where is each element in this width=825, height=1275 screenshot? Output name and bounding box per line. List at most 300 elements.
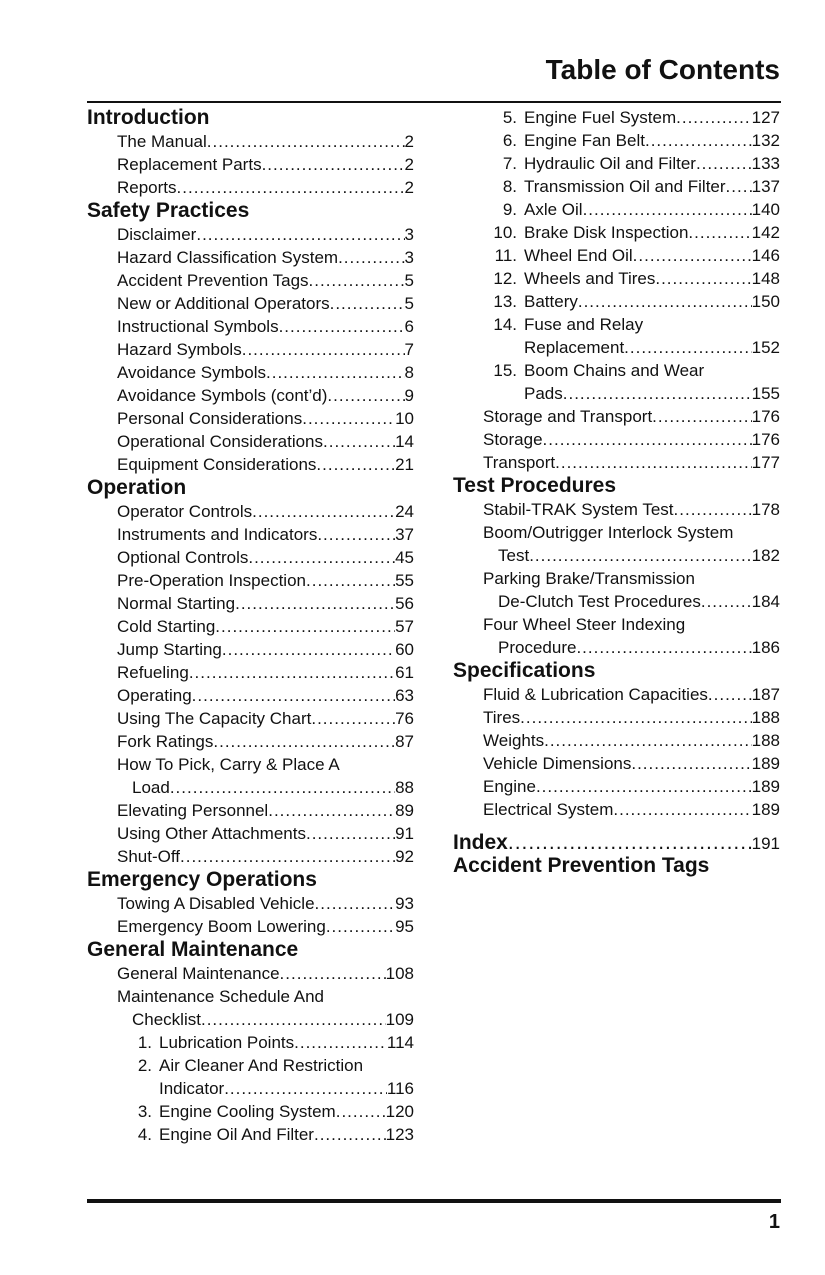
- toc-entry-page: 178: [751, 500, 780, 519]
- dot-leader: [252, 500, 395, 523]
- toc-entry-line: [453, 175, 780, 198]
- toc-entry-number: 12.: [493, 269, 517, 288]
- toc-entry-label: Reports: [117, 178, 177, 197]
- toc-entry-label: Four Wheel Steer Indexing: [483, 615, 686, 634]
- toc-entry-label: Storage and Transport: [483, 407, 653, 426]
- dot-leader: [555, 451, 752, 474]
- toc-entry-line: [453, 405, 780, 428]
- toc-entry-page: 63: [395, 686, 414, 705]
- toc-entry-label: Engine Fuel System: [524, 108, 677, 127]
- toc-entry[interactable]: [87, 661, 414, 684]
- dot-leader: [726, 175, 752, 198]
- toc-entry[interactable]: [87, 500, 414, 523]
- toc-entry-number: 10.: [493, 223, 517, 242]
- toc-entry-page: 10: [395, 409, 414, 428]
- dot-leader: [315, 892, 396, 915]
- toc-entry-number: 14.: [493, 315, 517, 334]
- toc-entry-label: Avoidance Symbols: [117, 363, 266, 382]
- toc-entry-page: 133: [751, 154, 780, 173]
- toc-entry-page: 87: [395, 732, 414, 751]
- section-heading: Accident Prevention Tags: [453, 854, 710, 877]
- toc-entry-number: 8.: [502, 177, 517, 196]
- toc-entry-label: Personal Considerations: [117, 409, 303, 428]
- toc-entry-label: New or Additional Operators: [117, 294, 330, 313]
- dot-leader: [311, 707, 395, 730]
- toc-entry-label: Air Cleaner And Restriction: [159, 1056, 364, 1075]
- dot-leader: [508, 831, 752, 854]
- toc-entry-page: 123: [385, 1125, 414, 1144]
- toc-entry-page: 92: [395, 847, 414, 866]
- toc-entry[interactable]: [453, 798, 780, 821]
- toc-entry-line: [87, 1008, 414, 1031]
- toc-entry-label: General Maintenance: [117, 964, 280, 983]
- toc-entry-page: 142: [751, 223, 780, 242]
- toc-entry-label: Replacement Parts: [117, 155, 262, 174]
- toc-entry-page: 89: [395, 801, 414, 820]
- toc-entry-line: [87, 546, 414, 569]
- toc-entry-line: [87, 130, 414, 153]
- toc-entry[interactable]: [87, 546, 414, 569]
- dot-leader: [201, 1008, 386, 1031]
- toc-entry-label: Hydraulic Oil and Filter: [524, 154, 696, 173]
- toc-entry[interactable]: [453, 221, 780, 244]
- toc-entry-label: Replacement: [524, 338, 625, 357]
- toc-entry-page: 188: [751, 731, 780, 750]
- toc-entry-page: 186: [751, 638, 780, 657]
- dot-leader: [196, 223, 404, 246]
- toc-entry[interactable]: [453, 613, 780, 659]
- toc-entry-number: 15.: [493, 361, 517, 380]
- toc-entry-label: Weights: [483, 731, 545, 750]
- toc-entry[interactable]: [87, 1031, 414, 1054]
- toc-entry-page: 140: [751, 200, 780, 219]
- toc-entry-line: [87, 822, 414, 845]
- toc-entry-line: [87, 1031, 414, 1054]
- toc-entry-label: Engine: [483, 777, 536, 796]
- dot-leader: [536, 775, 752, 798]
- toc-entry-line: [87, 845, 414, 868]
- toc-entry-line: [87, 684, 414, 707]
- toc-entry-label: Pre-Operation Inspection: [117, 571, 306, 590]
- toc-column-right: [453, 106, 780, 878]
- toc-entry-label: The Manual: [117, 132, 207, 151]
- toc-entry-label: Wheel End Oil: [524, 246, 633, 265]
- toc-entry-page: 176: [751, 430, 780, 449]
- toc-entry-page: 148: [751, 269, 780, 288]
- toc-entry[interactable]: [87, 707, 414, 730]
- toc-entry[interactable]: [453, 752, 780, 775]
- toc-entry[interactable]: [87, 153, 414, 176]
- toc-entry-label: Optional Controls: [117, 548, 249, 567]
- dot-leader: [192, 684, 395, 707]
- toc-entry-page: 150: [751, 292, 780, 311]
- toc-entry[interactable]: [87, 315, 414, 338]
- toc-entry[interactable]: [453, 267, 780, 290]
- toc-entry-page: 137: [751, 177, 780, 196]
- section-heading: Operation: [87, 476, 187, 499]
- toc-entry-line: [87, 1077, 414, 1100]
- toc-entry-page: 132: [751, 131, 780, 150]
- dot-leader: [180, 845, 395, 868]
- toc-entry-line: [453, 729, 780, 752]
- toc-entry-page: 176: [751, 407, 780, 426]
- toc-entry-label: Maintenance Schedule And: [117, 987, 324, 1006]
- toc-entry[interactable]: [87, 176, 414, 199]
- toc-entry[interactable]: [453, 175, 780, 198]
- toc-entry-page: 60: [395, 640, 414, 659]
- toc-entry-page: 56: [395, 594, 414, 613]
- toc-entry[interactable]: [87, 130, 414, 153]
- page-number: 1: [768, 1211, 780, 1233]
- toc-entry[interactable]: [453, 451, 780, 474]
- toc-entry-line: [453, 567, 780, 590]
- toc-entry[interactable]: [453, 290, 780, 313]
- toc-entry-page: 2: [404, 132, 414, 151]
- dot-leader: [576, 636, 751, 659]
- toc-entry[interactable]: [87, 638, 414, 661]
- toc-entry[interactable]: [87, 615, 414, 638]
- dot-leader: [222, 638, 395, 661]
- toc-entry-page: 76: [395, 709, 414, 728]
- toc-entry-label: Pads: [524, 384, 563, 403]
- dot-leader: [578, 290, 752, 313]
- toc-entry-line: [87, 892, 414, 915]
- toc-entry-line: [87, 776, 414, 799]
- toc-entry-line: [453, 636, 780, 659]
- toc-entry-page: 24: [395, 502, 414, 521]
- toc-entry-line: [453, 313, 780, 336]
- toc-entry-line: [453, 359, 780, 382]
- dot-leader: [543, 428, 752, 451]
- toc-entry-line: [87, 153, 414, 176]
- toc-entry-label: Tires: [483, 708, 521, 727]
- dot-leader: [177, 176, 405, 199]
- dot-leader: [294, 1031, 387, 1054]
- toc-entry-label: How To Pick, Carry & Place A: [117, 755, 340, 774]
- spacer: [453, 821, 780, 831]
- toc-entry[interactable]: [87, 292, 414, 315]
- toc-entry-line: [87, 269, 414, 292]
- toc-entry-line: [453, 521, 780, 544]
- toc-entry-label: Emergency Boom Lowering: [117, 917, 326, 936]
- dot-leader: [631, 752, 751, 775]
- dot-leader: [529, 544, 751, 567]
- toc-entry[interactable]: [87, 592, 414, 615]
- toc-entry[interactable]: [453, 775, 780, 798]
- dot-leader: [262, 153, 405, 176]
- toc-entry[interactable]: [87, 361, 414, 384]
- toc-entry-line: [87, 985, 414, 1008]
- section-heading: Safety Practices: [87, 199, 250, 222]
- toc-entry[interactable]: [453, 129, 780, 152]
- toc-entry-line: [453, 498, 780, 521]
- toc-entry-page: 189: [751, 800, 780, 819]
- dot-leader: [314, 1123, 386, 1146]
- toc-entry-label: Electrical System: [483, 800, 614, 819]
- toc-entry[interactable]: [87, 753, 414, 799]
- toc-entry-page: 93: [395, 894, 414, 913]
- toc-entry-page: 108: [385, 964, 414, 983]
- toc-entry-line: [87, 730, 414, 753]
- toc-entry-line: [87, 315, 414, 338]
- toc-entry-line: [87, 615, 414, 638]
- toc-entry[interactable]: [87, 1123, 414, 1146]
- toc-entry-line: [453, 451, 780, 474]
- toc-entry-label: Transmission Oil and Filter: [524, 177, 726, 196]
- page-title: Table of Contents: [545, 54, 780, 85]
- toc-entry[interactable]: [87, 962, 414, 985]
- toc-entry-label: Stabil-TRAK System Test: [483, 500, 674, 519]
- dot-leader: [701, 590, 752, 613]
- toc-entry-label: Instructional Symbols: [117, 317, 279, 336]
- dot-leader: [248, 546, 395, 569]
- toc-entry[interactable]: [453, 152, 780, 175]
- toc-entry-line: [87, 1123, 414, 1146]
- section-heading: Specifications: [453, 659, 596, 682]
- dot-leader: [189, 661, 395, 684]
- toc-entry-line: [87, 915, 414, 938]
- toc-entry[interactable]: [87, 822, 414, 845]
- toc-entry-page: 3: [404, 225, 414, 244]
- toc-entry-page: 3: [404, 248, 414, 267]
- toc-entry-page: 88: [395, 778, 414, 797]
- toc-entry-page: 189: [751, 777, 780, 796]
- toc-entry-page: 2: [404, 155, 414, 174]
- dot-leader: [674, 498, 752, 521]
- toc-entry-line: [87, 1054, 414, 1077]
- toc-entry-label: Avoidance Symbols (cont’d): [117, 386, 328, 405]
- dot-leader: [213, 730, 395, 753]
- toc-entry[interactable]: [453, 106, 780, 129]
- dot-leader: [338, 246, 404, 269]
- toc-entry-line: [87, 638, 414, 661]
- toc-entry[interactable]: [453, 683, 780, 706]
- toc-column-left: [87, 106, 414, 1146]
- toc-entry-line: [453, 244, 780, 267]
- toc-entry[interactable]: [87, 269, 414, 292]
- toc-entry-label: De-Clutch Test Procedures: [498, 592, 701, 611]
- toc-entry-page: 21: [395, 455, 414, 474]
- toc-entry[interactable]: [453, 521, 780, 567]
- toc-entry-page: 5: [404, 271, 414, 290]
- toc-entry[interactable]: [87, 523, 414, 546]
- dot-leader: [306, 569, 395, 592]
- toc-entry-line: [453, 336, 780, 359]
- toc-entry-number: 3.: [137, 1102, 152, 1121]
- toc-entry-label: Instruments and Indicators: [117, 525, 318, 544]
- toc-entry-line: [453, 752, 780, 775]
- dot-leader: [563, 382, 752, 405]
- toc-entry[interactable]: [87, 845, 414, 868]
- toc-entry[interactable]: [453, 313, 780, 359]
- toc-entry-page: 57: [395, 617, 414, 636]
- toc-entry-line: [87, 569, 414, 592]
- toc-entry[interactable]: [87, 407, 414, 430]
- toc-entry-label: Brake Disk Inspection: [524, 223, 689, 242]
- toc-entry-line: [453, 290, 780, 313]
- toc-entry[interactable]: [453, 405, 780, 428]
- dot-leader: [215, 615, 395, 638]
- toc-entry-number: 11.: [494, 246, 517, 265]
- toc-entry-label: Wheels and Tires: [524, 269, 656, 288]
- toc-entry-line: [87, 338, 414, 361]
- header-rule: [87, 101, 781, 103]
- toc-entry[interactable]: [453, 831, 780, 854]
- toc-entry[interactable]: [87, 1100, 414, 1123]
- toc-entry-page: 127: [751, 108, 780, 127]
- toc-entry[interactable]: [87, 684, 414, 707]
- toc-entry-label: Normal Starting: [117, 594, 236, 613]
- section-heading: Test Procedures: [453, 474, 617, 497]
- toc-entry-line: [87, 707, 414, 730]
- toc-entry-line: [87, 453, 414, 476]
- toc-entry-label: Vehicle Dimensions: [483, 754, 632, 773]
- toc-entry-page: 152: [751, 338, 780, 357]
- toc-entry-line: [453, 706, 780, 729]
- toc-entry-line: [453, 106, 780, 129]
- toc-entry[interactable]: [87, 892, 414, 915]
- toc-entry-line: [453, 683, 780, 706]
- toc-entry-page: 114: [386, 1033, 414, 1052]
- toc-entry-page: 14: [395, 432, 414, 451]
- toc-entry-label: Disclaimer: [117, 225, 197, 244]
- toc-entry[interactable]: [453, 359, 780, 405]
- toc-entry-label: Cold Starting: [117, 617, 216, 636]
- toc-entry-number: 13.: [493, 292, 517, 311]
- section-heading: General Maintenance: [87, 938, 299, 961]
- dot-leader: [652, 405, 751, 428]
- dot-leader: [696, 152, 752, 175]
- toc-entry[interactable]: [453, 198, 780, 221]
- dot-leader: [676, 106, 751, 129]
- toc-entry-label: Jump Starting: [117, 640, 222, 659]
- toc-entry-label: Fuse and Relay: [524, 315, 644, 334]
- footer-rule: [87, 1199, 781, 1203]
- toc-entry-page: 155: [751, 384, 780, 403]
- toc-entry-label: Lubrication Points: [159, 1033, 295, 1052]
- dot-leader: [624, 336, 751, 359]
- dot-leader: [302, 407, 395, 430]
- toc-entry-page: 55: [395, 571, 414, 590]
- dot-leader: [279, 315, 405, 338]
- toc-entry-label: Boom/Outrigger Interlock System: [483, 523, 734, 542]
- toc-entry[interactable]: [453, 498, 780, 521]
- toc-entry-line: [87, 962, 414, 985]
- toc-entry[interactable]: [87, 223, 414, 246]
- toc-entry-label: Operational Considerations: [117, 432, 324, 451]
- toc-entry-page: 7: [404, 340, 414, 359]
- toc-entry-page: 191: [751, 834, 780, 853]
- toc-entry-page: 8: [404, 363, 414, 382]
- toc-entry[interactable]: [453, 428, 780, 451]
- toc-entry-label: Fluid & Lubrication Capacities: [483, 685, 708, 704]
- dot-leader: [708, 683, 752, 706]
- toc-entry[interactable]: [87, 799, 414, 822]
- toc-entry[interactable]: [87, 915, 414, 938]
- toc-entry[interactable]: [87, 453, 414, 476]
- toc-entry-page: 177: [751, 453, 780, 472]
- toc-entry-label: Using The Capacity Chart: [117, 709, 312, 728]
- dot-leader: [235, 592, 395, 615]
- toc-entry-line: [87, 523, 414, 546]
- dot-leader: [309, 269, 405, 292]
- toc-entry-label: Using Other Attachments: [117, 824, 306, 843]
- toc-entry-line: [453, 798, 780, 821]
- toc-entry[interactable]: [87, 384, 414, 407]
- toc-entry-line: [453, 613, 780, 636]
- toc-entry[interactable]: [87, 246, 414, 269]
- toc-entry[interactable]: [87, 338, 414, 361]
- toc-entry-label: Hazard Symbols: [117, 340, 242, 359]
- toc-entry[interactable]: [453, 729, 780, 752]
- toc-entry-page: 6: [404, 317, 414, 336]
- toc-entry[interactable]: [453, 567, 780, 613]
- dot-leader: [336, 1100, 386, 1123]
- dot-leader: [645, 129, 752, 152]
- dot-leader: [330, 292, 405, 315]
- toc-entry-page: 2: [404, 178, 414, 197]
- toc-entry-line: [87, 361, 414, 384]
- toc-entry[interactable]: [453, 706, 780, 729]
- toc-entry-label: Transport: [483, 453, 556, 472]
- toc-entry-line: [453, 267, 780, 290]
- toc-entry-number: 4.: [137, 1125, 152, 1144]
- toc-entry-label: Operating: [117, 686, 192, 705]
- toc-entry-page: 189: [751, 754, 780, 773]
- toc-entry-line: [87, 592, 414, 615]
- toc-entry-label: Shut-Off: [117, 847, 180, 866]
- dot-leader: [613, 798, 751, 821]
- dot-leader: [520, 706, 751, 729]
- toc-entry-label: Accident Prevention Tags: [117, 271, 309, 290]
- toc-entry-page: 61: [395, 663, 414, 682]
- toc-entry-label: Battery: [524, 292, 578, 311]
- dot-leader: [327, 384, 404, 407]
- toc-entry[interactable]: [87, 569, 414, 592]
- dot-leader: [583, 198, 752, 221]
- toc-entry-page: 45: [395, 548, 414, 567]
- toc-entry-number: 5.: [502, 108, 517, 127]
- toc-entry[interactable]: [87, 1054, 414, 1100]
- dot-leader: [266, 361, 405, 384]
- section-heading: Emergency Operations: [87, 868, 317, 891]
- toc-entry-number: 2.: [137, 1056, 152, 1075]
- toc-entry-page: 116: [386, 1079, 414, 1098]
- toc-entry-page: 91: [395, 824, 414, 843]
- toc-entry-line: [87, 384, 414, 407]
- toc-entry[interactable]: [453, 244, 780, 267]
- toc-entry-page: 146: [751, 246, 780, 265]
- toc-entry[interactable]: [87, 985, 414, 1031]
- toc-entry-label: Index: [453, 831, 508, 854]
- toc-entry-line: [87, 223, 414, 246]
- toc-entry-line: [87, 799, 414, 822]
- dot-leader: [544, 729, 752, 752]
- toc-entry-line: [87, 176, 414, 199]
- toc-entry-line: [453, 590, 780, 613]
- toc-entry-number: 6.: [502, 131, 517, 150]
- toc-entry-label: Towing A Disabled Vehicle: [117, 894, 315, 913]
- toc-entry-line: [453, 129, 780, 152]
- toc-entry-label: Elevating Personnel: [117, 801, 269, 820]
- toc-entry-number: 7.: [502, 154, 517, 173]
- dot-leader: [316, 453, 395, 476]
- toc-entry-label: Refueling: [117, 663, 189, 682]
- toc-entry[interactable]: [87, 730, 414, 753]
- toc-entry[interactable]: [87, 430, 414, 453]
- toc-entry-page: 120: [385, 1102, 414, 1121]
- toc-entry-line: [453, 775, 780, 798]
